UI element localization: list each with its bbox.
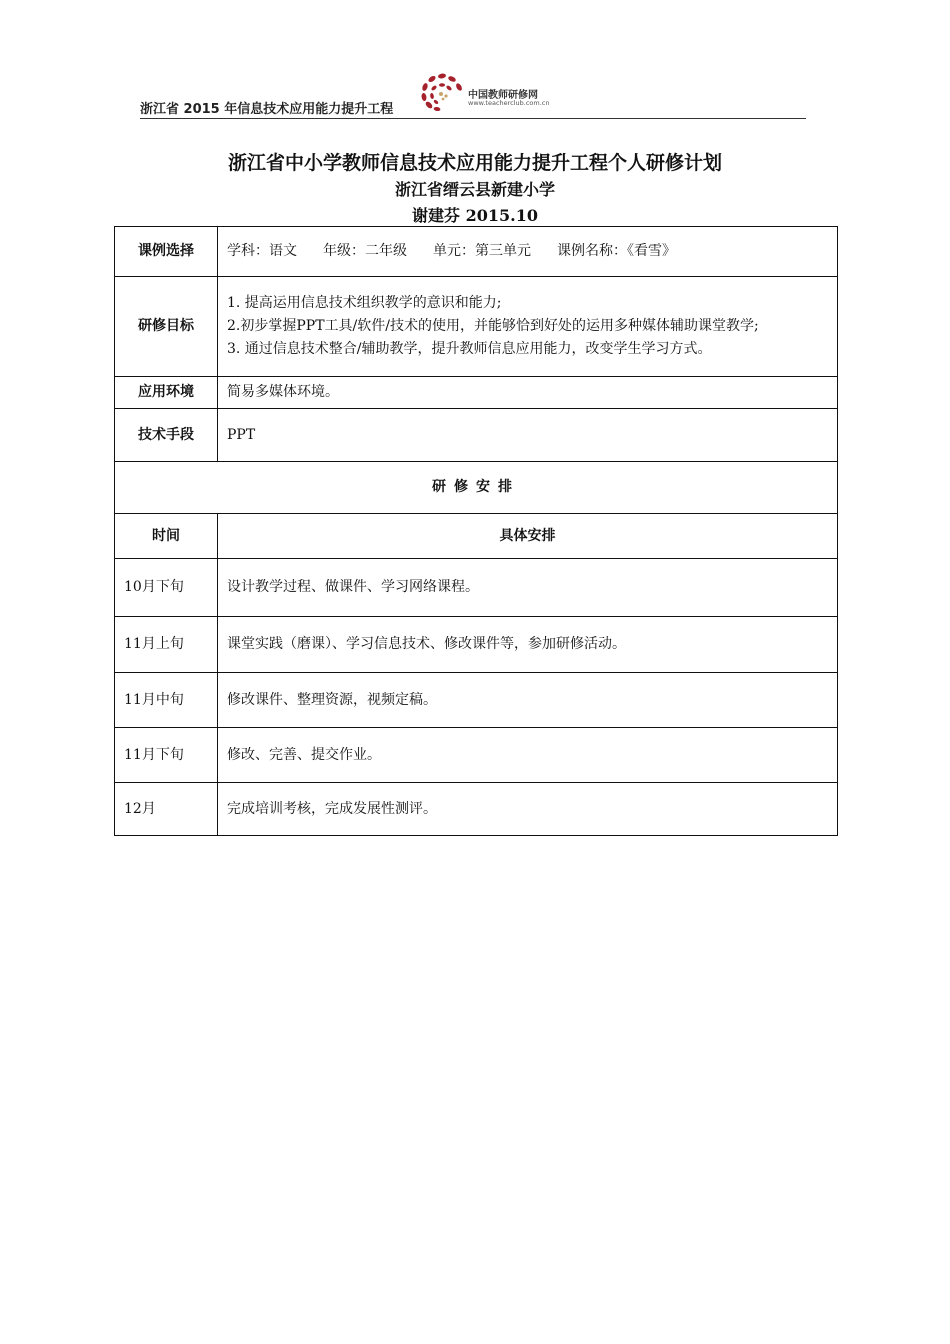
flower-logo-icon xyxy=(418,70,468,112)
schedule-plan: 完成培训考核，完成发展性测评。 xyxy=(218,783,838,836)
schedule-plan: 设计教学过程、做课件、学习网络课程。 xyxy=(218,559,838,617)
goal-item: 2.初步掌握PPT工具/软件/技术的使用，并能够恰到好处的运用多种媒体辅助课堂教学; xyxy=(227,318,759,334)
goal-item: 3. 通过信息技术整合/辅助教学，提升教师信息应用能力，改变学生学习方式。 xyxy=(227,341,712,357)
goal-item: 1. 提高运用信息技术组织教学的意识和能力; xyxy=(227,295,502,311)
schedule-time: 11月中旬 xyxy=(115,673,218,728)
schedule-plan: 修改课件、整理资源，视频定稿。 xyxy=(218,673,838,728)
technique-row xyxy=(115,409,838,462)
school-name: 浙江省缙云县新建小学 xyxy=(394,180,555,199)
environment-label: 应用环境 xyxy=(115,377,218,409)
schedule-section-row xyxy=(115,462,838,514)
environment-row xyxy=(115,377,838,409)
goals-row xyxy=(115,277,838,377)
grade-text: 年级：二年级 xyxy=(323,243,407,259)
schedule-plan: 课堂实践（磨课）、学习信息技术、修改课件等，参加研修活动。 xyxy=(218,617,838,673)
header-rule xyxy=(140,118,806,119)
lesson-selection-cell xyxy=(218,227,838,277)
goals-cell xyxy=(218,277,838,377)
document-title: 浙江省中小学教师信息技术应用能力提升工程个人研修计划 xyxy=(227,152,722,174)
logo-name: 中国教师研修网 xyxy=(468,90,538,101)
time-column-header: 时间 xyxy=(115,514,218,559)
teacherclub-logo xyxy=(418,70,568,116)
schedule-time: 10月下旬 xyxy=(115,559,218,617)
schedule-section-title: 研修安排 xyxy=(115,462,838,514)
schedule-row xyxy=(115,617,838,673)
environment-value: 简易多媒体环境。 xyxy=(218,377,838,409)
schedule-row xyxy=(115,728,838,783)
schedule-plan: 修改、完善、提交作业。 xyxy=(218,728,838,783)
plan-column-header: 具体安排 xyxy=(218,514,838,559)
author-date: 谢建芬 2015.10 xyxy=(412,206,538,225)
technique-label: 技术手段 xyxy=(115,409,218,462)
goals-label: 研修目标 xyxy=(115,277,218,377)
logo-url: www.teacherclub.com.cn xyxy=(468,99,550,107)
program-header: 浙江省 2015 年信息技术应用能力提升工程 xyxy=(140,102,394,117)
schedule-header-row xyxy=(115,514,838,559)
schedule-row xyxy=(115,673,838,728)
schedule-row xyxy=(115,783,838,836)
schedule-row xyxy=(115,559,838,617)
technique-value: PPT xyxy=(218,409,838,462)
schedule-time: 11月下旬 xyxy=(115,728,218,783)
study-plan-table xyxy=(114,226,838,836)
schedule-time: 11月上旬 xyxy=(115,617,218,673)
lesson-name-text: 课例名称：《看雪》 xyxy=(557,243,676,259)
lesson-selection-label: 课例选择 xyxy=(115,227,218,277)
unit-text: 单元：第三单元 xyxy=(433,243,531,259)
subject-text: 学科：语文 xyxy=(227,243,297,259)
schedule-time: 12月 xyxy=(115,783,218,836)
lesson-selection-row xyxy=(115,227,838,277)
